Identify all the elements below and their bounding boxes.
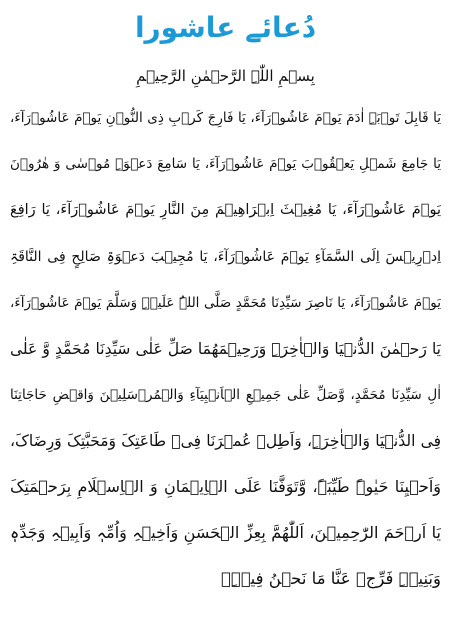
dua-line: یَوۡمَ عَاشُوۡرَآءَ، یَا مُغِیۡثَ اِبۡرَاھِیۡمَ مِنَ النَّارِ یَوۡمَ عَاشُوۡرَآءَ، یَا رَافِعَ	[10, 202, 441, 218]
dua-text-block	[10, 98, 441, 620]
basmala: بِسۡمِ اللّٰہِ الرَّحۡمٰنِ الرَّحِیۡمِ	[136, 67, 315, 85]
dua-line: وَبَنِیۡہِ فَرِّجۡ عَنَّا مَا نَحۡنُ فِیۡہِ۔	[220, 569, 441, 588]
dua-line: یَا اَرۡحَمَ الرّٰحِمِیۡنَ، اَللّٰھُمَّ بِعِزِّ الۡحَسَنِ وَاَخِیۡہِ وَاُمِّہٖ وَاَبِیۡہِ وَجَدِّہٖ	[10, 523, 441, 542]
dua-line: اٰلِ سَیِّدِنَا مُحَمَّدٍ، وَّصَلِّ عَلٰی جَمِیۡعِ الۡاَنۡبِیَآءِ وَالۡمُرۡسَلِیۡنَ وَاقۡضِ حَاجَاتِنَا	[10, 387, 441, 403]
dua-line: یَوۡمَ عَاشُوۡرَآءَ، یَا نَاصِرَ سَیِّدِنَا مُحَمَّدٍ صَلَّی اللہُ عَلَیۡہِ وَسَلَّمَ یَوۡمَ عَاشُوۡرَآءَ،	[10, 295, 441, 311]
dua-line: وَاَحۡیِنَا حَیٰوۃً طَیِّبَۃً، وَّتَوَفَّنَا عَلَی الۡاِیۡمَانِ وَ الۡاِسۡلَامِ بِرَحۡمَتِکَ	[10, 477, 441, 496]
dua-line: اِدۡرِیۡسَ اِلَی السَّمَآءِ یَوۡمَ عَاشُوۡرَآءَ، یَا مُجِیۡبَ دَعۡوَۃِ صَالِحٍ فِی النَّاقَۃِ	[10, 249, 441, 265]
dua-line: یَا جَامِعَ شَمۡلِ یَعۡقُوۡبَ یَوۡمَ عَاشُوۡرَآءَ، یَا سَامِعَ دَعۡوَۃِ مُوۡسٰی وَ ھٰرُوۡنَ	[10, 156, 441, 172]
dua-line: یَا قَابِلَ تَوۡبَۃِ اٰدَمَ یَوۡمَ عَاشُوۡرَآءَ، یَا فَارِجَ کَرۡبِ ذِی النُّوۡنِ یَوۡمَ عَاشُوۡرَآءَ،	[10, 110, 441, 126]
dua-line: فِی الدُّنۡیَا وَالۡاٰخِرَۃِ، وَاَطِلۡ عُمۡرَنَا فِیۡ طَاعَتِکَ وَمَحَبَّتِکَ وَرِضَاکَ،	[10, 432, 441, 450]
page-title: دُعائے عاشورا	[134, 11, 317, 44]
dua-line: یَا رَحۡمٰنَ الدُّنۡیَا وَالۡاٰخِرَۃِ وَرَحِیۡمَھُمَا صَلِّ عَلٰی سَیِّدِنَا مُحَمَّدٍ وَّ عَلٰی	[10, 340, 441, 358]
